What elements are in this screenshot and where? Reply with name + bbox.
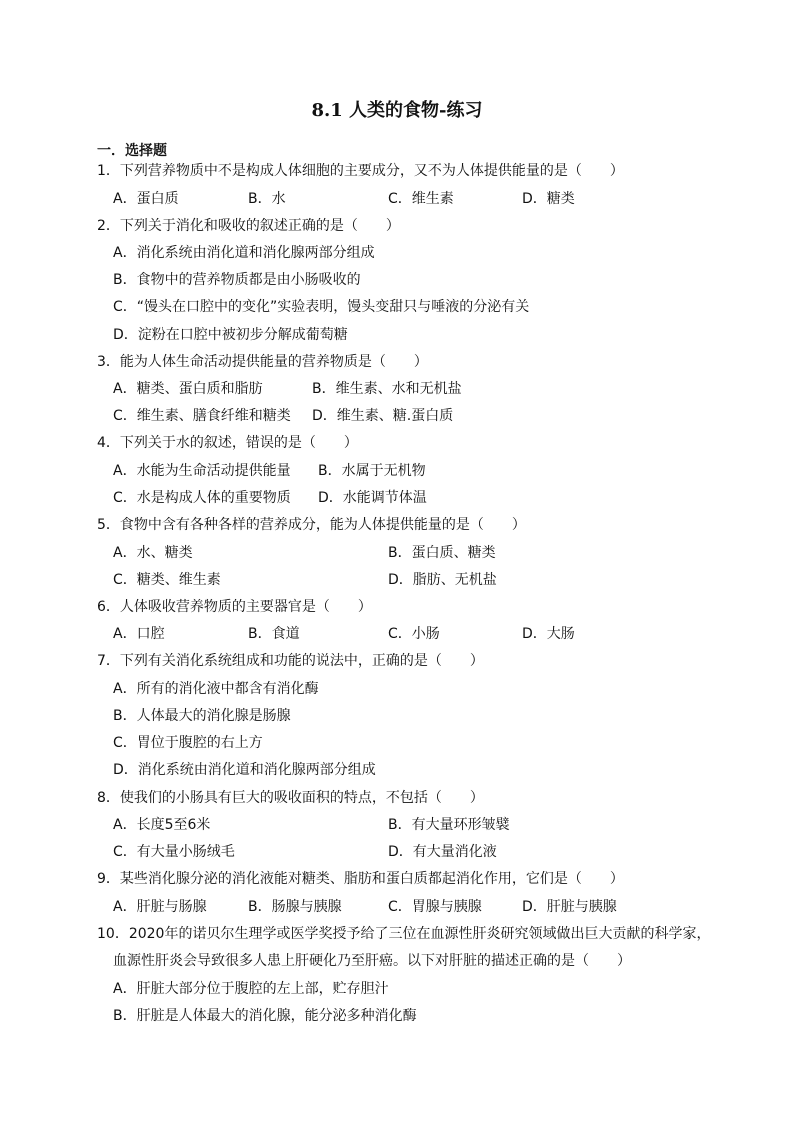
question-10-option-a: A．肝脏大部分位于腹腔的左上部，贮存胆汁	[113, 981, 389, 997]
question-4-option-c: C．水是构成人体的重要物质	[113, 490, 291, 506]
page-title: 8.1 人类的食物-练习	[311, 100, 483, 121]
question-7-option-d: D．消化系统由消化道和消化腺两部分组成	[113, 762, 376, 778]
question-9-stem: 9．某些消化腺分泌的消化液能对糖类、脂肪和蛋白质都起消化作用，它们是（ ）	[97, 871, 624, 887]
question-9-option-c: C．胃腺与胰腺	[388, 899, 482, 915]
question-10-stem-continued: 血源性肝炎会导致很多人患上肝硬化乃至肝癌。以下对肝脏的描述正确的是（ ）	[113, 953, 631, 969]
question-7-stem: 7．下列有关消化系统组成和功能的说法中，正确的是（ ）	[97, 653, 484, 669]
question-2-option-a: A．消化系统由消化道和消化腺两部分组成	[113, 245, 375, 261]
question-6-stem: 6．人体吸收营养物质的主要器官是（ ）	[97, 599, 372, 615]
question-5-stem: 5．食物中含有各种各样的营养成分，能为人体提供能量的是（ ）	[97, 517, 526, 533]
question-8-option-c: C．有大量小肠绒毛	[113, 844, 235, 860]
question-5-option-c: C．糖类、维生素	[113, 572, 221, 588]
question-5-option-d: D．脂肪、无机盐	[388, 572, 497, 588]
question-3-option-b: B．维生素、水和无机盐	[312, 381, 462, 397]
question-2-stem: 2．下列关于消化和吸收的叙述正确的是（ ）	[97, 218, 400, 234]
question-4-stem: 4．下列关于水的叙述，错误的是（ ）	[97, 435, 358, 451]
question-2-option-d: D．淀粉在口腔中被初步分解成葡萄糖	[113, 327, 348, 343]
question-5-option-b: B．蛋白质、糖类	[388, 545, 496, 561]
question-1-stem: 1．下列营养物质中不是构成人体细胞的主要成分，又不为人体提供能量的是（ ）	[97, 163, 624, 179]
question-9-option-d: D．肝脏与胰腺	[522, 899, 617, 915]
question-3-option-a: A．糖类、蛋白质和脂肪	[113, 381, 263, 397]
question-5-option-a: A．水、糖类	[113, 545, 193, 561]
question-1-option-c: C．维生素	[388, 191, 454, 207]
question-8-option-d: D．有大量消化液	[388, 844, 497, 860]
section-heading: 一．选择题	[97, 143, 167, 159]
question-8-option-a: A．长度5至6米	[113, 817, 211, 833]
question-1-option-b: B．水	[248, 191, 286, 207]
question-9-option-a: A．肝脏与肠腺	[113, 899, 207, 915]
question-7-option-b: B．人体最大的消化腺是肠腺	[113, 708, 291, 724]
question-8-option-b: B．有大量环形皱襞	[388, 817, 510, 833]
question-4-option-a: A．水能为生命活动提供能量	[113, 463, 291, 479]
question-1-option-a: A．蛋白质	[113, 191, 179, 207]
question-9-option-b: B．肠腺与胰腺	[248, 899, 342, 915]
question-1-option-d: D．糖类	[522, 191, 575, 207]
question-8-stem: 8．使我们的小肠具有巨大的吸收面积的特点，不包括（ ）	[97, 790, 484, 806]
question-6-option-b: B．食道	[248, 626, 300, 642]
question-3-option-c: C．维生素、膳食纤维和糖类	[113, 408, 291, 424]
question-2-option-b: B．食物中的营养物质都是由小肠吸收的	[113, 272, 361, 288]
question-6-option-a: A．口腔	[113, 626, 165, 642]
question-10-option-b: B．肝脏是人体最大的消化腺，能分泌多种消化酶	[113, 1008, 417, 1024]
question-6-option-c: C．小肠	[388, 626, 440, 642]
question-7-option-a: A．所有的消化液中都含有消化酶	[113, 681, 319, 697]
question-6-option-d: D．大肠	[522, 626, 575, 642]
question-4-option-b: B．水属于无机物	[318, 463, 426, 479]
question-3-option-d: D．维生素、糖.蛋白质	[312, 408, 454, 424]
question-2-option-c: C．“馒头在口腔中的变化”实验表明，馒头变甜只与唾液的分泌有关	[113, 299, 530, 315]
question-10-stem: 10．2020年的诺贝尔生理学或医学奖授予给了三位在血源性肝炎研究领域做出巨大贡献的科学家，	[97, 926, 711, 942]
question-3-stem: 3．能为人体生命活动提供能量的营养物质是（ ）	[97, 354, 428, 370]
question-4-option-d: D．水能调节体温	[318, 490, 427, 506]
question-7-option-c: C．胃位于腹腔的右上方	[113, 735, 263, 751]
